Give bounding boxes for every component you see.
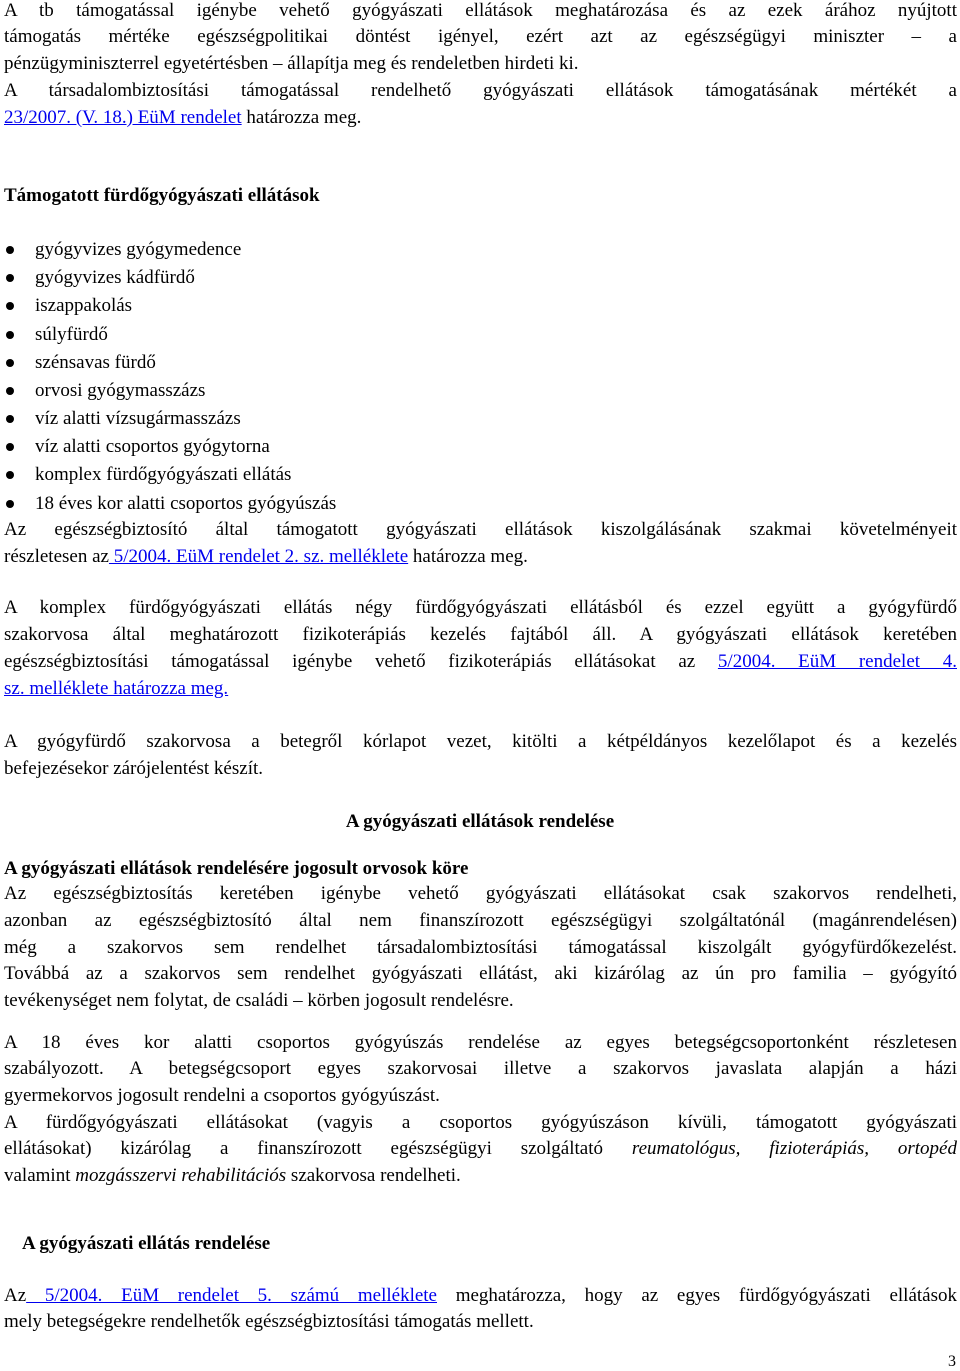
link-5-2004-eum-melleklet-2[interactable]: 5/2004. EüM rendelet 2. sz. melléklete <box>108 546 409 567</box>
page-number: 3 <box>948 1353 956 1370</box>
list-item-label: orvosi gyógymasszázs <box>35 380 206 401</box>
list-item-label: iszappakolás <box>35 295 133 316</box>
single-heading: A gyógyászati ellátás rendelése <box>22 1233 271 1254</box>
list-item-label: víz alatti vízsugármasszázs <box>35 408 241 429</box>
children-line-2: szabályozott. A betegségcsoport egyes szakorvosai illetve a szakorvos javaslata alapján a házi <box>4 1058 957 1079</box>
spa-line-1: A fürdőgyógyászati ellátásokat (vagyis a csoportos gyógyúszáson kívüli, támogatott gyógyászati <box>4 1112 957 1133</box>
spa-specialties: reumatológus, fizioterápiás, ortopéd <box>631 1138 957 1159</box>
intro-line-5-rest: határozza meg. <box>241 107 362 128</box>
bullet-icon <box>6 302 14 310</box>
eligible-line-1: Az egészségbiztosítás keretében igénybe vehető gyógyászati ellátásokat csak szakorvos rendelheti, <box>4 883 957 904</box>
spa-line-2-pre: ellátásokat) kizárólag a finanszírozott egészségügyi szolgáltató <box>4 1138 632 1159</box>
complex-line-1: A komplex fürdőgyógyászati ellátás négy fürdőgyógyászati ellátásból és ezzel együtt a gyógyfürdő <box>4 597 957 618</box>
eligible-line-2: azonban az egészségbiztosító által nem finanszírozott egészségügyi szolgáltatónál (magánrendelésen) <box>4 910 957 931</box>
list-item-label: súlyfürdő <box>35 324 108 345</box>
spa-line-2 <box>4 1138 957 1160</box>
eligible-line-5: tevékenységet nem folytat, de családi – körben jogosult rendelésre. <box>4 990 514 1011</box>
final-line-1-post: meghatározza, hogy az egyes fürdőgyógyászati ellátások <box>437 1285 957 1306</box>
list-item-label: gyógyvizes gyógymedence <box>35 239 242 260</box>
intro-line-3: pénzügyminiszterrel egyetértésben – állapítja meg és rendeletben hirdeti ki. <box>4 53 579 74</box>
requirements-line-2 <box>4 546 528 568</box>
spa-line-3-pre: valamint <box>4 1165 76 1186</box>
bullet-icon <box>6 471 14 479</box>
link-5-2004-eum-melleklet-4[interactable]: 5/2004. EüM rendelet 4. <box>717 651 957 672</box>
list-item-label: 18 éves kor alatti csoportos gyógyúszás <box>35 493 337 514</box>
eligible-heading: A gyógyászati ellátások rendelésére jogosult orvosok köre <box>4 858 469 879</box>
final-line-1-pre: Az <box>4 1285 27 1306</box>
list-item-label: gyógyvizes kádfürdő <box>35 267 195 288</box>
doctor-line-1: A gyógyfürdő szakorvosa a betegről kórlapot vezet, kitölti a kétpéldányos kezelőlapot és a kezelés <box>4 731 957 752</box>
final-line-2: mely betegségekre rendelhetők egészségbiztosítási támogatás mellett. <box>4 1311 534 1332</box>
bullet-icon <box>6 500 14 508</box>
bullet-icon <box>6 387 14 395</box>
children-line-3: gyermekorvos jogosult rendelni a csoportos gyógyúszást. <box>4 1085 440 1106</box>
children-line-1: A 18 éves kor alatti csoportos gyógyúszás rendelése az egyes betegségcsoportonként részletesen <box>4 1032 957 1053</box>
spa-line-3-post: szakorvosa rendelheti. <box>286 1165 461 1186</box>
complex-line-3-pre: egészségbiztosítási támogatással igénybe vehető fizikoterápiás ellátásokat az <box>4 651 718 672</box>
doctor-line-2: befejezésekor zárójelentést készít. <box>4 758 263 779</box>
bullet-icon <box>6 415 14 423</box>
complex-line-3 <box>4 651 957 673</box>
bullet-icon <box>6 331 14 339</box>
link-melleklet-4-continued[interactable]: sz. melléklete határozza meg. <box>4 678 229 699</box>
prescription-heading: A gyógyászati ellátások rendelése <box>345 811 615 832</box>
intro-line-1: A tb támogatással igénybe vehető gyógyászati ellátások meghatározása és az ezek árához nyújtott <box>4 0 957 21</box>
bullet-icon <box>6 359 14 367</box>
bullet-icon <box>6 443 14 451</box>
spa-rehab-specialty: mozgásszervi rehabilitációs <box>75 1165 287 1186</box>
bullet-icon <box>6 274 14 282</box>
requirements-line-2-post: határozza meg. <box>408 546 528 567</box>
complex-line-2: szakorvosa által meghatározott fizikoterápiás kezelés fajtából áll. A gyógyászati ellátások keretében <box>4 624 957 645</box>
eligible-line-3: még a szakorvos sem rendelhet társadalombiztosítási támogatással kiszolgált gyógyfürdőkezelést. <box>4 937 957 958</box>
link-5-2004-eum-melleklet-5[interactable]: 5/2004. EüM rendelet 5. számú melléklete <box>26 1285 437 1306</box>
bullet-icon <box>6 246 14 254</box>
intro-line-4: A társadalombiztosítási támogatással rendelhető gyógyászati ellátások támogatásának mértékét a <box>4 80 957 101</box>
requirements-line-2-pre: részletesen az <box>4 546 109 567</box>
complex-line-4 <box>4 678 228 700</box>
spa-line-3 <box>4 1165 461 1187</box>
eligible-line-4: Továbbá az a szakorvos sem rendelhet gyógyászati ellátást, aki kizárólag az ún pro familia – gyógyító <box>4 963 957 984</box>
requirements-line-1: Az egészségbiztosító által támogatott gyógyászati ellátások kiszolgálásának szakmai követelményeit <box>4 519 957 540</box>
list-item-label: szénsavas fürdő <box>35 352 156 373</box>
list-item-label: komplex fürdőgyógyászati ellátás <box>35 464 292 485</box>
list-item-label: víz alatti csoportos gyógytorna <box>35 436 270 457</box>
intro-line-5 <box>4 107 361 129</box>
supported-title: Támogatott fürdőgyógyászati ellátások <box>4 185 320 206</box>
final-line-1 <box>4 1285 957 1307</box>
link-23-2007-eum-rendelet[interactable]: 23/2007. (V. 18.) EüM rendelet <box>4 107 242 128</box>
intro-line-2: támogatás mértéke egészségpolitikai döntést igényel, ezért azt az egészségügyi miniszter – a <box>4 26 957 47</box>
